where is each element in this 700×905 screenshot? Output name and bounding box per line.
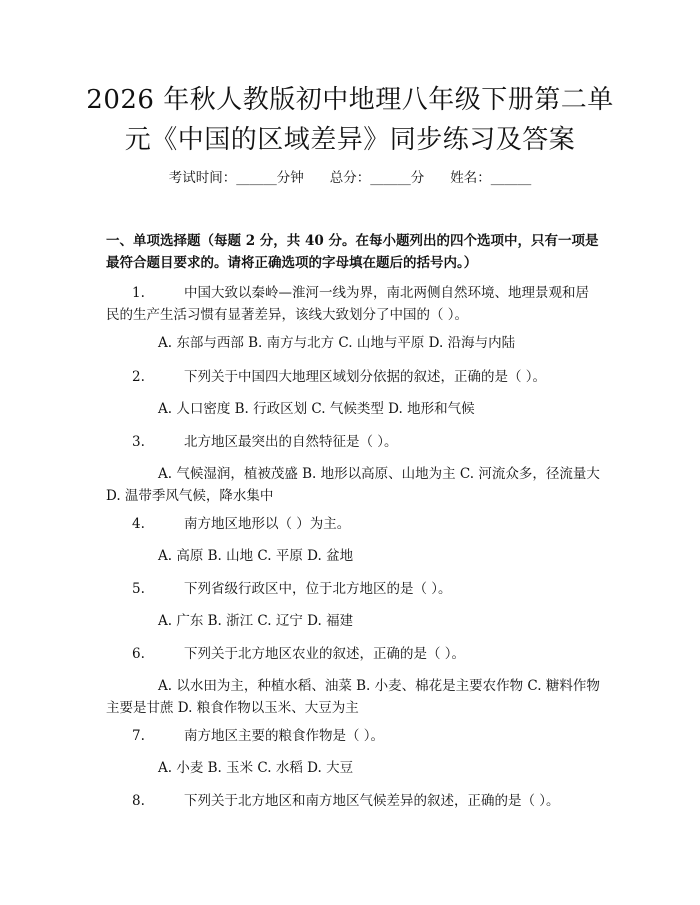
document-title-line-2: 元《中国的区域差异》同步练习及答案 [124,125,576,155]
question-4-options [106,545,600,567]
question-5 [106,578,600,600]
question-options: A. 广东 B. 浙江 C. 辽宁 D. 福建 [158,613,354,629]
question-options: A. 小麦 B. 玉米 C. 水稻 D. 大豆 [158,760,354,776]
section-heading-single-choice: 一、单项选择题（每题 2 分，共 40 分。在每小题列出的四个选项中，只有一项是最符合题目要求的。请将正确选项的字母填在题后的括号内。） [106,233,599,271]
exam-time-field: 考试时间：______分钟 [168,170,304,186]
question-stem: 南方地区地形以（ ）为主。 [184,516,351,532]
question-number: 6. [132,646,145,662]
question-options: A. 气候湿润，植被茂盛 B. 地形以高原、山地为主 C. 河流众多，径流量大 D. 温带季风气候，降水集中 [106,466,600,504]
question-options: A. 以水田为主，种植水稻、油菜 B. 小麦、棉花是主要农作物 C. 糖料作物主要是甘蔗 D. 粮食作物以玉米、大豆为主 [106,678,600,716]
question-6 [106,643,600,665]
total-score-field: 总分：______分 [329,170,425,186]
question-2 [106,366,600,388]
question-4 [106,513,600,535]
question-2-options [106,398,600,420]
question-options: A. 人口密度 B. 行政区划 C. 气候类型 D. 地形和气候 [158,401,475,417]
question-options: A. 高原 B. 山地 C. 平原 D. 盆地 [158,548,354,564]
question-number: 1. [132,285,145,301]
question-3-options [106,463,600,507]
question-stem: 下列省级行政区中，位于北方地区的是（ ）。 [184,581,452,597]
question-8 [106,790,600,812]
question-stem: 中国大致以秦岭—淮河一线为界，南北两侧自然环境、地理景观和居民的生产生活习惯有显著差异，该线大致划分了中国的（ ）。 [106,285,589,323]
question-stem: 北方地区最突出的自然特征是（ ）。 [184,434,398,450]
question-stem: 下列关于北方地区农业的叙述，正确的是（ ）。 [184,646,466,662]
question-7 [106,725,600,747]
question-1-options [106,332,600,354]
question-stem: 南方地区主要的粮食作物是（ ）。 [184,728,385,744]
question-7-options [106,757,600,779]
question-number: 5. [132,581,145,597]
question-6-options [106,675,600,719]
question-number: 8. [132,793,145,809]
question-options: A. 东部与西部 B. 南方与北方 C. 山地与平原 D. 沿海与内陆 [158,335,516,351]
question-stem: 下列关于中国四大地理区域划分依据的叙述，正确的是（ ）。 [184,369,547,385]
question-5-options [106,610,600,632]
question-stem: 下列关于北方地区和南方地区气候差异的叙述，正确的是（ ）。 [184,793,560,809]
question-number: 2. [132,369,145,385]
student-name-field: 姓名：______ [450,170,532,186]
question-3 [106,431,600,453]
question-1 [106,282,600,326]
question-number: 7. [132,728,145,744]
question-number: 4. [132,516,145,532]
exam-meta-line [0,168,700,188]
question-number: 3. [132,434,145,450]
document-title-line-1: 2026 年秋人教版初中地理八年级下册第二单 [86,85,614,115]
